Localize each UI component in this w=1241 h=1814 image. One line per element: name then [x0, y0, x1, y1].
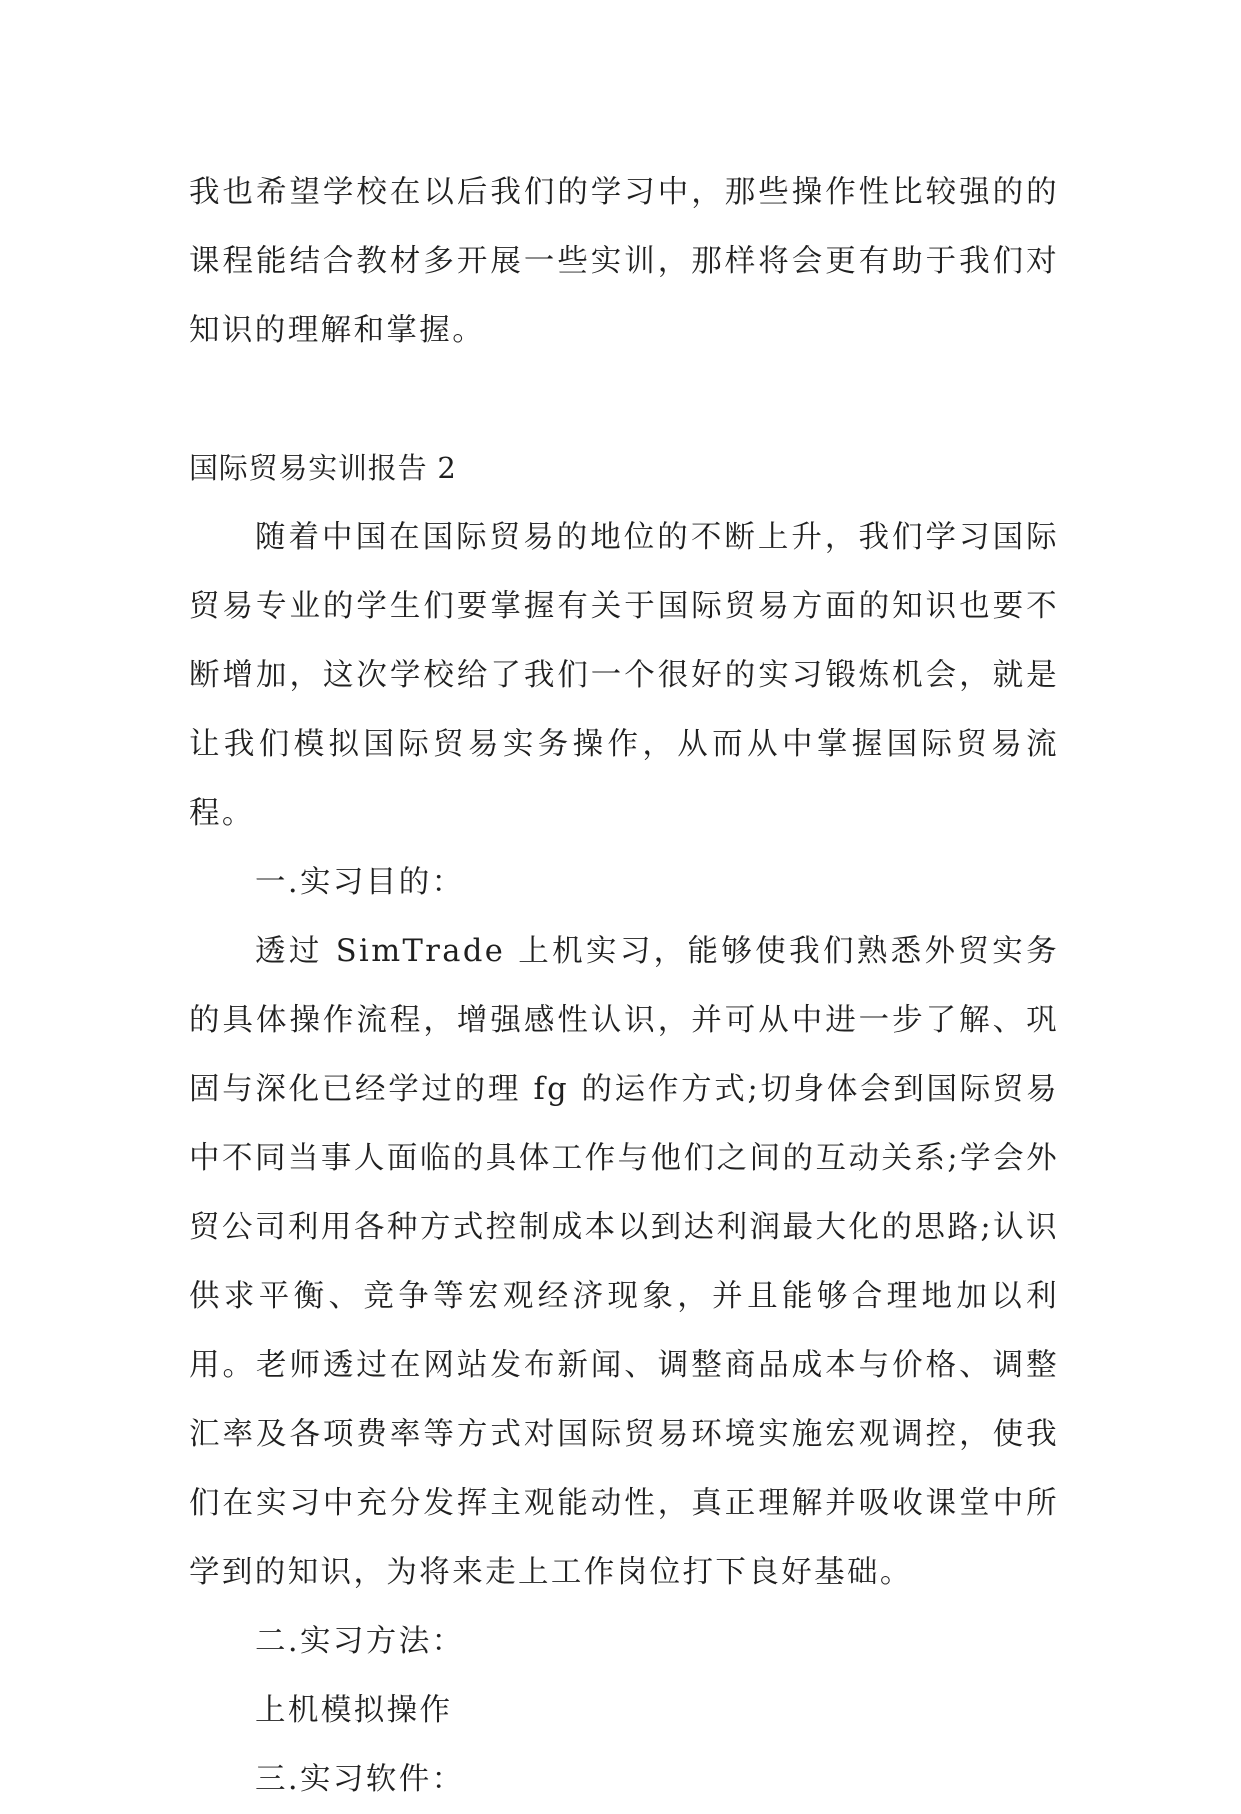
section-title: 国际贸易实训报告 2 [189, 451, 457, 485]
heading-3: 三.实习软件： [255, 1762, 465, 1797]
method-text: 上机模拟操作 [255, 1693, 453, 1728]
paragraph-spacer [189, 365, 1059, 434]
heading-1: 一.实习目的： [255, 865, 465, 900]
paragraph-2: 透过 SimTrade 上机实习，能够使我们熟悉外贸实务的具体操作流程，增强感性认识，并可从中进一步了解、巩固与深化已经学过的理 fg 的运作方式;切身体会到国际贸易中不同当事人面临的具体工作与他们之间的互动关系;学会外贸公司利用各种方式控制成本以到达利润最大化的思路;认识供求平衡、竞争等宏观经济现象，并且能够合理地加以利用。老师透过在网站发布新闻、调整商品成本与价格、调整汇率及各项费率等方式对国际贸易环境实施宏观调控，使我们在实习中充分发挥主观能动性，真正理解并吸收课堂中所学到的知识，为将来走上工作岗位打下良好基础。 [189, 934, 1059, 1590]
paragraph-1: 随着中国在国际贸易的地位的不断上升，我们学习国际贸易专业的学生们要掌握有关于国际贸易方面的知识也要不断增加，这次学校给了我们一个很好的实习锻炼机会，就是让我们模拟国际贸易实务操作，从而从中掌握国际贸易流程。 [189, 520, 1059, 831]
document-body [189, 158, 1059, 1814]
intro-paragraph: 我也希望学校在以后我们的学习中，那些操作性比较强的的课程能结合教材多开展一些实训，那样将会更有助于我们对知识的理解和掌握。 [189, 175, 1059, 348]
heading-2: 二.实习方法： [255, 1624, 465, 1659]
